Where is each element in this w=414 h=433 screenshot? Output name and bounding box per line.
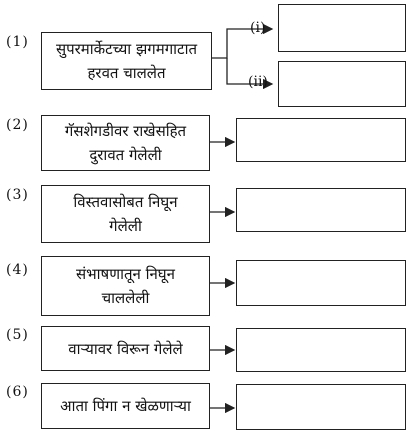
branch-label-i: (i) <box>250 20 266 36</box>
item-number: (6) <box>6 384 29 400</box>
source-box-6 <box>41 383 210 429</box>
source-text-line: विस्तवासोबत निघून <box>73 193 178 211</box>
answer-box-1-i[interactable] <box>278 4 406 52</box>
branch-label-ii: (ii) <box>248 74 268 90</box>
source-box-5 <box>41 326 210 371</box>
answer-box-3[interactable] <box>236 188 406 232</box>
item-number: (1) <box>6 34 29 50</box>
item-number: (4) <box>6 262 29 278</box>
source-text-line: गॅसशेगडीवर राखेसहित <box>64 122 187 140</box>
answer-box-4[interactable] <box>236 260 406 306</box>
item-number: (2) <box>6 117 29 133</box>
answer-box-1-ii[interactable] <box>278 61 406 107</box>
source-box-2 <box>41 115 210 171</box>
answer-box-5[interactable] <box>236 328 406 372</box>
item-number: (3) <box>6 187 29 203</box>
source-text-line: वाऱ्यावर विरून गेलेले <box>68 339 183 358</box>
source-text-line: संभाषणातून निघून <box>75 265 175 283</box>
source-text-line: चाललेली <box>101 289 150 307</box>
answer-box-6[interactable] <box>236 384 406 430</box>
answer-box-2[interactable] <box>236 118 406 162</box>
source-text-line: सुपरमार्केटच्या झगमगाटात <box>55 40 198 58</box>
source-box-4 <box>41 256 210 316</box>
source-text-line: हरवत चाललेत <box>87 64 166 82</box>
source-box-3 <box>41 185 210 243</box>
source-text-line: आता पिंगा न खेळणाऱ्या <box>60 397 191 415</box>
source-box-1 <box>41 32 212 90</box>
item-number: (5) <box>6 327 29 343</box>
source-text-line: दुरावत गेलेली <box>89 146 162 164</box>
source-text-line: गेलेली <box>109 217 142 235</box>
